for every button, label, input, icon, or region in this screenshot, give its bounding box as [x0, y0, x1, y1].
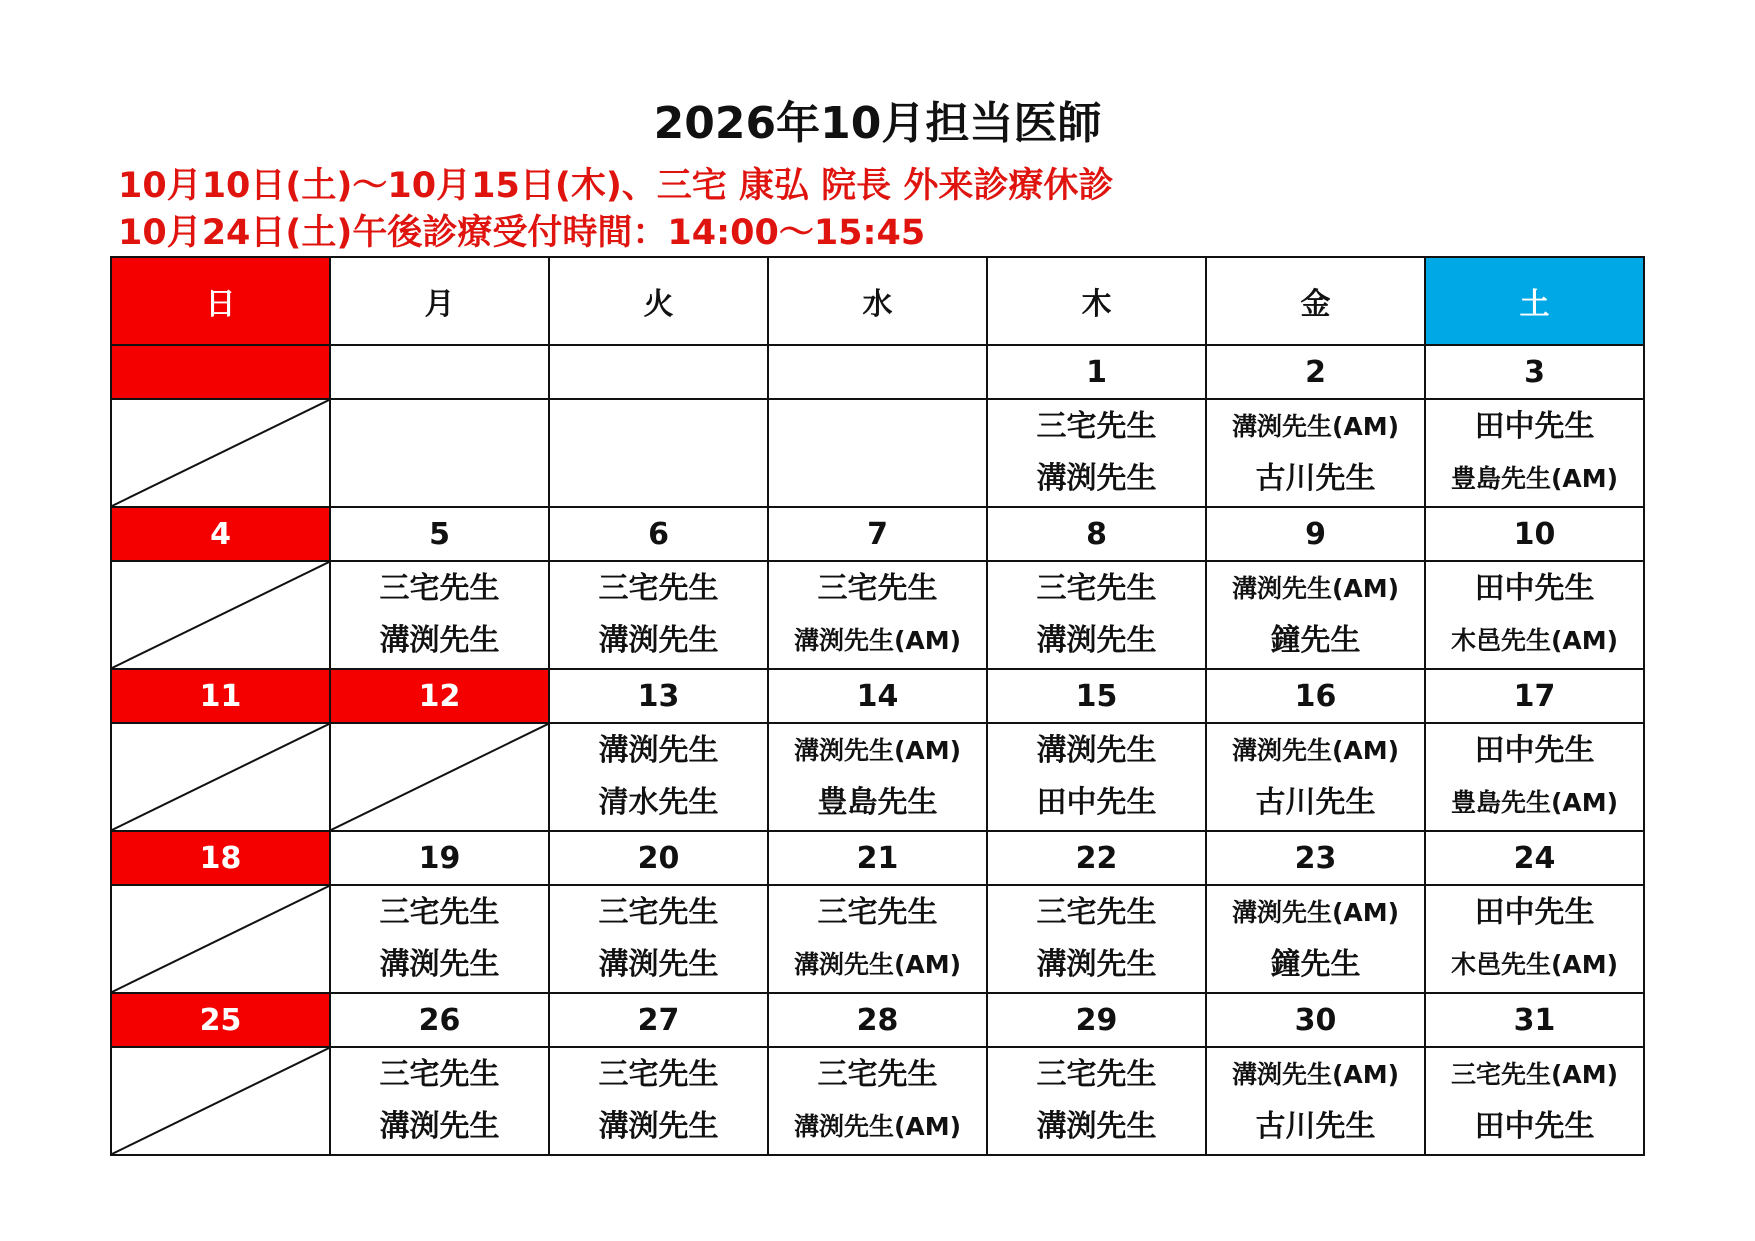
date-cell: 14	[768, 669, 987, 723]
date-cell: 1	[987, 345, 1206, 399]
doctor-row	[111, 1047, 1644, 1155]
doctor-name: 三宅先生	[817, 1057, 938, 1092]
doctor-cell	[549, 885, 768, 993]
doctor-name: 三宅先生	[1036, 1057, 1157, 1092]
date-cell: 6	[549, 507, 768, 561]
doctor-cell	[330, 1047, 549, 1155]
doctor-name: 溝渕先生	[598, 733, 719, 768]
doctor-name: 清水先生	[598, 785, 719, 820]
doctor-name: 豊島先生	[817, 785, 938, 820]
doctor-cell	[1206, 561, 1425, 669]
doctor-name: 豊島先生(AM)	[1450, 464, 1619, 493]
doctor-name: 三宅先生	[598, 571, 719, 606]
date-cell: 24	[1425, 831, 1644, 885]
date-cell: 13	[549, 669, 768, 723]
weekday-header: 木	[987, 257, 1206, 345]
doctor-name: 古川先生	[1255, 461, 1376, 496]
doctor-name: 溝渕先生	[379, 947, 500, 982]
date-cell: 31	[1425, 993, 1644, 1047]
date-row	[111, 993, 1644, 1047]
doctor-name: 田中先生	[1474, 895, 1595, 930]
closed-day-cell	[111, 1047, 330, 1155]
doctor-name: 溝渕先生(AM)	[1231, 574, 1400, 603]
doctor-cell	[768, 561, 987, 669]
doctor-name: 溝渕先生	[1036, 461, 1157, 496]
doctor-name: 三宅先生	[379, 895, 500, 930]
doctor-cell	[768, 885, 987, 993]
date-cell: 7	[768, 507, 987, 561]
date-cell: 15	[987, 669, 1206, 723]
doctor-name: 三宅先生	[598, 895, 719, 930]
date-cell	[111, 345, 330, 399]
doctor-name: 溝渕先生(AM)	[1231, 412, 1400, 441]
weekday-header: 月	[330, 257, 549, 345]
doctor-cell	[549, 723, 768, 831]
date-cell: 4	[111, 507, 330, 561]
doctor-name: 溝渕先生(AM)	[793, 950, 962, 979]
doctor-row	[111, 399, 1644, 507]
date-cell: 9	[1206, 507, 1425, 561]
date-cell: 8	[987, 507, 1206, 561]
date-cell: 25	[111, 993, 330, 1047]
doctor-name: 古川先生	[1255, 1109, 1376, 1144]
doctor-cell	[1425, 885, 1644, 993]
doctor-name: 三宅先生	[1036, 571, 1157, 606]
doctor-cell	[1425, 723, 1644, 831]
weekday-header: 土	[1425, 257, 1644, 345]
date-cell	[549, 345, 768, 399]
date-cell: 28	[768, 993, 987, 1047]
doctor-name: 溝渕先生	[598, 947, 719, 982]
doctor-cell	[330, 885, 549, 993]
date-cell: 22	[987, 831, 1206, 885]
doctor-cell	[768, 1047, 987, 1155]
doctor-name: 溝渕先生(AM)	[793, 1112, 962, 1141]
date-cell: 10	[1425, 507, 1644, 561]
closed-day-cell	[111, 399, 330, 507]
doctor-name: 溝渕先生	[1036, 947, 1157, 982]
doctor-name: 溝渕先生(AM)	[793, 736, 962, 765]
date-cell: 27	[549, 993, 768, 1047]
doctor-name: 田中先生	[1036, 785, 1157, 820]
doctor-name: 田中先生	[1474, 571, 1595, 606]
date-cell: 20	[549, 831, 768, 885]
doctor-name: 豊島先生(AM)	[1450, 788, 1619, 817]
date-cell: 23	[1206, 831, 1425, 885]
closed-slash-mark	[112, 886, 329, 992]
doctor-row	[111, 885, 1644, 993]
closed-day-cell	[111, 723, 330, 831]
hours-notice: 10月24日(土)午後診療受付時間：14:00～15:45	[118, 213, 926, 253]
doctor-name: 三宅先生	[1036, 895, 1157, 930]
closed-slash-mark	[331, 724, 548, 830]
weekday-header-row	[111, 257, 1644, 345]
doctor-name: 三宅先生	[817, 571, 938, 606]
closed-slash-mark	[112, 562, 329, 668]
doctor-name: 木邑先生(AM)	[1450, 950, 1619, 979]
doctor-cell	[549, 1047, 768, 1155]
doctor-name: 田中先生	[1474, 1109, 1595, 1144]
doctor-name: 古川先生	[1255, 785, 1376, 820]
date-cell	[768, 345, 987, 399]
date-cell: 16	[1206, 669, 1425, 723]
doctor-cell	[987, 1047, 1206, 1155]
date-cell: 18	[111, 831, 330, 885]
doctor-name: 鐘先生	[1270, 947, 1361, 982]
closed-day-cell	[111, 561, 330, 669]
weekday-header: 金	[1206, 257, 1425, 345]
doctor-name: 鐘先生	[1270, 623, 1361, 658]
date-cell: 30	[1206, 993, 1425, 1047]
doctor-name: 溝渕先生(AM)	[1231, 1060, 1400, 1089]
closure-notice: 10月10日(土)～10月15日(木)、三宅 康弘 院長 外来診療休診	[118, 166, 1114, 206]
date-cell: 17	[1425, 669, 1644, 723]
date-cell: 2	[1206, 345, 1425, 399]
doctor-name: 溝渕先生(AM)	[1231, 898, 1400, 927]
doctor-name: 三宅先生(AM)	[1450, 1060, 1619, 1089]
closed-slash-mark	[112, 1048, 329, 1154]
doctor-cell	[768, 399, 987, 507]
date-row	[111, 507, 1644, 561]
page-title: 2026年10月担当医師	[653, 98, 1102, 149]
doctor-name: 溝渕先生	[598, 1109, 719, 1144]
closed-day-cell	[111, 885, 330, 993]
doctor-name: 三宅先生	[379, 1057, 500, 1092]
date-row	[111, 345, 1644, 399]
date-cell	[330, 345, 549, 399]
doctor-schedule-calendar	[110, 256, 1645, 1156]
doctor-cell	[1206, 723, 1425, 831]
doctor-name: 溝渕先生	[1036, 623, 1157, 658]
date-cell: 29	[987, 993, 1206, 1047]
doctor-name: 溝渕先生	[379, 623, 500, 658]
doctor-row	[111, 561, 1644, 669]
date-cell: 21	[768, 831, 987, 885]
doctor-cell	[987, 885, 1206, 993]
doctor-cell	[549, 399, 768, 507]
doctor-name: 三宅先生	[1036, 409, 1157, 444]
doctor-name: 溝渕先生	[1036, 733, 1157, 768]
doctor-name: 田中先生	[1474, 733, 1595, 768]
date-row	[111, 669, 1644, 723]
doctor-cell	[987, 561, 1206, 669]
closed-day-cell	[330, 723, 549, 831]
date-cell: 3	[1425, 345, 1644, 399]
doctor-cell	[330, 399, 549, 507]
doctor-cell	[549, 561, 768, 669]
date-row	[111, 831, 1644, 885]
weekday-header: 火	[549, 257, 768, 345]
doctor-cell	[1206, 1047, 1425, 1155]
doctor-name: 溝渕先生(AM)	[793, 626, 962, 655]
doctor-name: 三宅先生	[379, 571, 500, 606]
date-cell: 19	[330, 831, 549, 885]
doctor-name: 三宅先生	[817, 895, 938, 930]
weekday-header: 日	[111, 257, 330, 345]
closed-slash-mark	[112, 400, 329, 506]
doctor-name: 溝渕先生(AM)	[1231, 736, 1400, 765]
closed-slash-mark	[112, 724, 329, 830]
doctor-cell	[1425, 561, 1644, 669]
doctor-cell	[1206, 885, 1425, 993]
doctor-cell	[330, 561, 549, 669]
doctor-cell	[768, 723, 987, 831]
doctor-cell	[987, 723, 1206, 831]
weekday-header: 水	[768, 257, 987, 345]
date-cell: 26	[330, 993, 549, 1047]
date-cell: 5	[330, 507, 549, 561]
doctor-name: 溝渕先生	[1036, 1109, 1157, 1144]
doctor-name: 木邑先生(AM)	[1450, 626, 1619, 655]
doctor-cell	[1425, 1047, 1644, 1155]
doctor-name: 溝渕先生	[598, 623, 719, 658]
date-cell: 11	[111, 669, 330, 723]
doctor-cell	[1425, 399, 1644, 507]
doctor-name: 三宅先生	[598, 1057, 719, 1092]
date-cell: 12	[330, 669, 549, 723]
doctor-cell	[1206, 399, 1425, 507]
doctor-name: 田中先生	[1474, 409, 1595, 444]
doctor-cell	[987, 399, 1206, 507]
doctor-name: 溝渕先生	[379, 1109, 500, 1144]
doctor-row	[111, 723, 1644, 831]
